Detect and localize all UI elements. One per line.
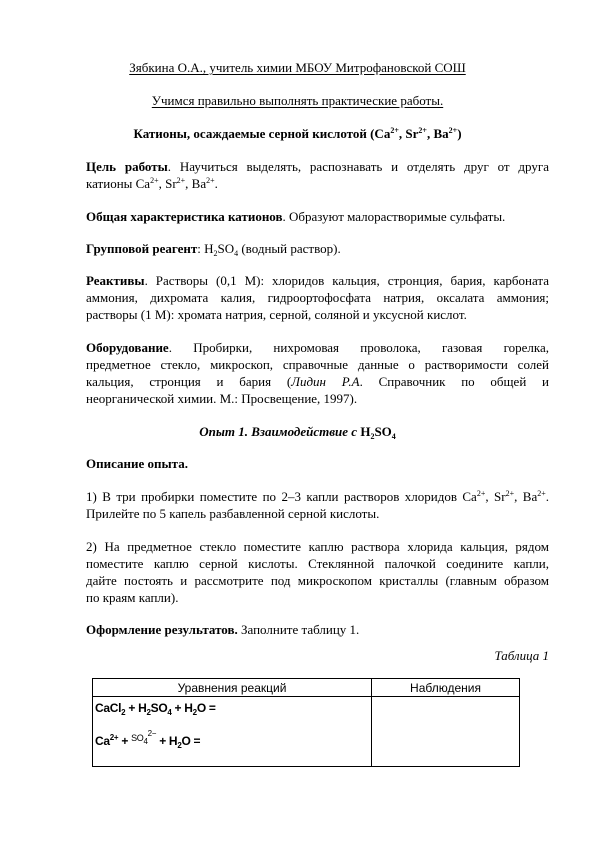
equipment-line-3: кальция, стронция и бария (Лидин Р.А. Справочник по общей и <box>86 374 549 389</box>
equipment-label: Оборудование <box>86 340 169 355</box>
equipment-line-1: Оборудование. Пробирки, нихромовая проволока, газовая горелка, <box>86 340 549 355</box>
experiment-title: Опыт 1. Взаимодействие с $H_2SO_4$ <box>199 424 396 441</box>
group-reagent: Групповой реагент: $H_2SO_4$ (водный раствор). <box>86 241 341 258</box>
reagents-label: Реактивы <box>86 273 145 288</box>
observations-cell[interactable] <box>371 697 519 767</box>
step2-line-3: дайте постоять и рассмотрите под микроскопом кристаллы (главным образом <box>86 573 549 588</box>
reagents-line-2: аммония, дихромата калия, гидроортофосфата натрия, оксалата аммония; <box>86 290 549 305</box>
results-table <box>92 678 520 767</box>
group-reagent-label: Групповой реагент <box>86 241 198 256</box>
subtitle: Учимся правильно выполнять практические работы. <box>151 93 444 108</box>
general-characteristic: Общая характеристика катионов. Образуют малорастворимые сульфаты. <box>86 209 506 224</box>
equation-1: CaCl$_2$ + $H_2SO_4 + H_2O$ = <box>95 701 216 717</box>
goal-line-1: Цель работы. Научиться выделять, распознавать и отделять друг от друга <box>86 159 549 174</box>
equations-cell <box>93 697 372 767</box>
equipment-line-2: предметное стекло, микроскоп, справочные данные о растворимости солей <box>86 357 549 372</box>
equipment-line-4: неорганической химии. М.: Просвещение, 1997). <box>86 391 358 406</box>
step2-line-4: по краям капли). <box>86 590 179 605</box>
table-header-row <box>93 679 520 697</box>
results-label: Оформление результатов. <box>86 622 238 637</box>
equation-2: $Ca^{2+} + SO_4^{2-} + H_2O$ = <box>95 729 201 750</box>
step2-line-1: 2) На предметное стекло поместите каплю раствора хлорида кальция, рядом <box>86 539 549 554</box>
header-observations: Наблюдения <box>371 679 519 697</box>
table-row <box>93 697 520 767</box>
results-line: Оформление результатов. Заполните таблицу 1. <box>86 622 360 637</box>
goal-line-2: катионы $Ca^{2+}$, $Sr^{2+}$, $Ba^{2+}$. <box>86 176 218 191</box>
table-caption: Таблица 1 <box>494 648 549 663</box>
reagents-line-3: растворы (1 М): хромата натрия, серной, соляной и уксусной кислот. <box>86 307 467 322</box>
description-label: Описание опыта. <box>86 456 188 471</box>
author-line: Зябкина О.А., учитель химии МБОУ Митрофановской СОШ <box>129 60 466 75</box>
step2-line-2: поместите каплю серной кислоты. Стеклянной палочкой соедините капли, <box>86 556 549 571</box>
page-title: Катионы, осаждаемые серной кислотой ($Ca^{2+}$, $Sr^{2+}$, $Ba^{2+}$) <box>133 126 462 141</box>
step1-line-1: 1) В три пробирки поместите по 2–3 капли растворов хлоридов $Ca^{2+}$, $Sr^{2+}$, $Ba^{2+}$. <box>86 489 549 504</box>
goal-label: Цель работы <box>86 159 168 174</box>
general-label: Общая характеристика катионов <box>86 209 283 224</box>
header-equations: Уравнения реакций <box>93 679 372 697</box>
reagents-line-1: Реактивы. Растворы (0,1 М): хлоридов кальция, стронция, бария, карбоната <box>86 273 549 288</box>
sulfate-ion: $SO_4^{2-}$ <box>131 729 157 746</box>
step1-line-2: Прилейте по 5 капель разбавленной серной кислоты. <box>86 506 380 521</box>
